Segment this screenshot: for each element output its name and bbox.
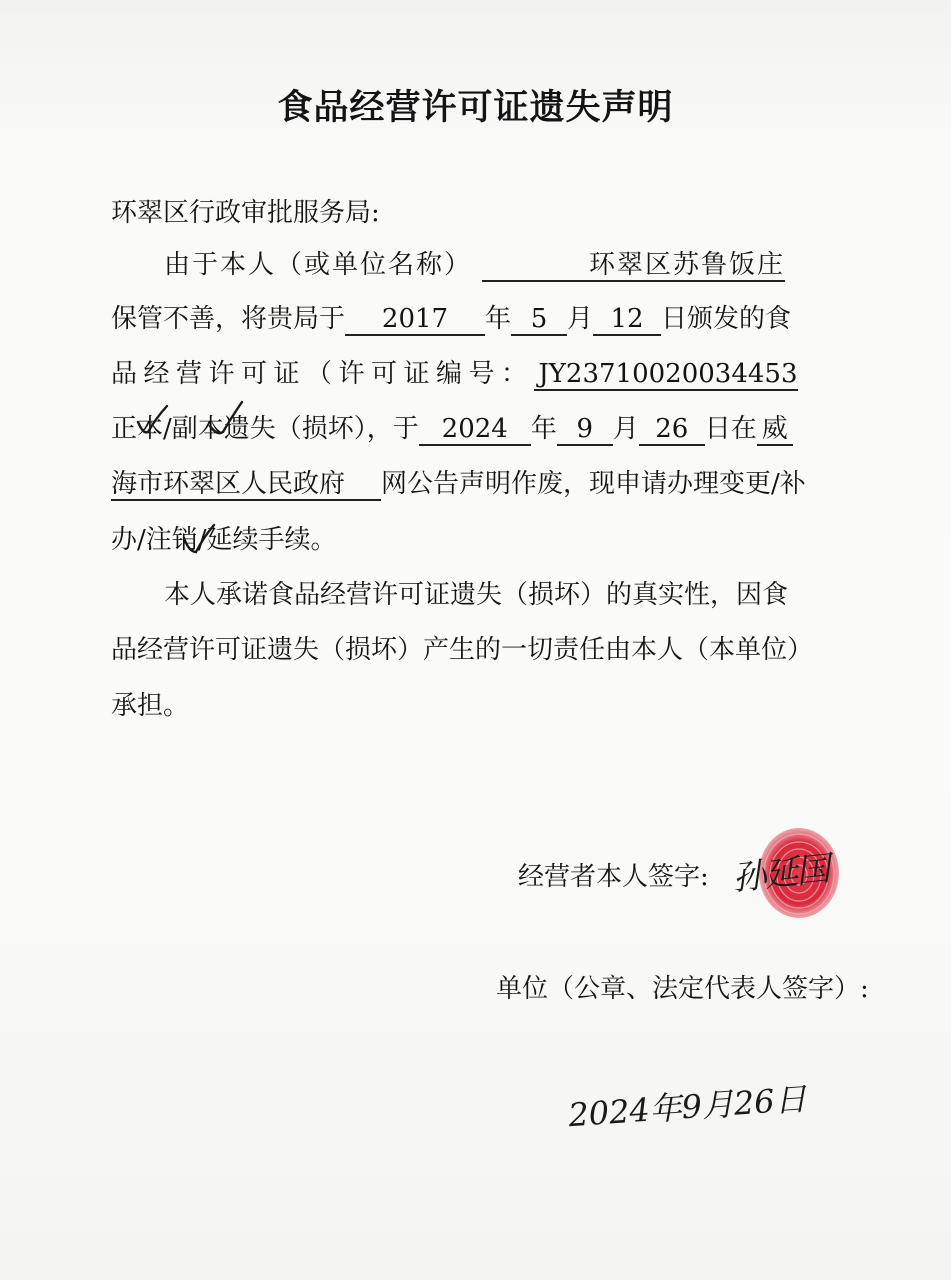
handwritten-date: 2024年9月26日 (567, 1079, 808, 1135)
loss-year-field: 2024 (419, 414, 531, 446)
unit-seal-label: 单位（公章、法定代表人签字）: (496, 974, 869, 1004)
para1-line2-suffix: 日颁发的食 (661, 304, 792, 334)
para1-line1 (164, 248, 785, 282)
loss-day-field: 26 (639, 414, 705, 446)
para2-line3: 承担。 (111, 691, 190, 721)
para1-line1-prefix: 由于本人（或单位名称） (164, 250, 473, 280)
place-field-start: 威 (757, 414, 793, 446)
unit-name-field: 环翠区苏鲁饭庄 (482, 250, 785, 282)
checkmark-fuben-icon (207, 400, 245, 438)
checkmark-zhengben-icon (134, 404, 170, 438)
para1-line4-prefix: 正本/副本遗失（损坏），于 (111, 414, 419, 444)
issue-month-field: 5 (511, 304, 567, 336)
operator-signature-label: 经营者本人签字: (518, 862, 709, 892)
loss-year-char: 年 (530, 414, 557, 444)
year-char: 年 (485, 304, 512, 334)
para1-line2-prefix: 保管不善，将贵局于 (111, 304, 346, 334)
loss-month-char: 月 (612, 414, 639, 444)
para1-line3-prefix: 品经营许可证（许可证编号： (111, 359, 534, 389)
month-char: 月 (567, 304, 594, 334)
para1-line5 (111, 467, 806, 501)
loss-month-field: 9 (557, 414, 613, 446)
para1-line5-suffix: 网公告声明作废，现申请办理变更/补 (381, 469, 806, 499)
issue-year-field: 2017 (345, 304, 485, 336)
place-field-end: 海市环翠区人民政府 (111, 469, 381, 501)
para1-line2 (111, 302, 791, 336)
license-number-field: JY23710020034453 (534, 359, 798, 391)
para1-line4-suffix: 日在 (704, 414, 757, 444)
para1-line6: 办/注销/延续手续。 (111, 525, 337, 555)
para2-line1: 本人承诺食品经营许可证遗失（损坏）的真实性，因食 (164, 580, 789, 610)
checkmark-zhuxiao-icon (181, 522, 217, 558)
para2-line2: 品经营许可证遗失（损坏）产生的一切责任由本人（本单位） (111, 635, 814, 665)
issue-day-field: 12 (593, 304, 661, 336)
addressee: 环翠区行政审批服务局: (111, 198, 380, 228)
document-title: 食品经营许可证遗失声明 (277, 88, 674, 128)
operator-signature: 孙延国 (730, 849, 831, 899)
para1-line3 (111, 357, 798, 391)
